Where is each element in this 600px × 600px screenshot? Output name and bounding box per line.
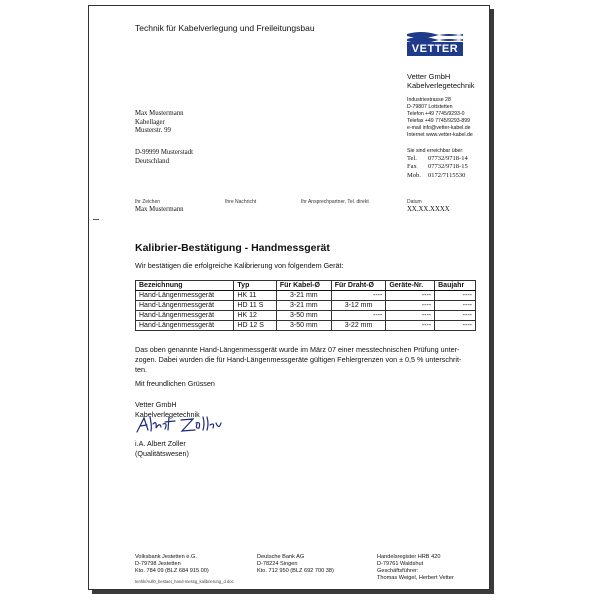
contact-street: Industriestrasse 28 [407,97,451,103]
table-row [136,301,476,311]
contact-website: Internet www.vetter-kabel.de [407,132,473,138]
letter-closing: Mit freundlichen Grüssen [135,379,215,388]
cell-bezeichnung: Hand-Längenmessgerät [136,321,234,331]
cell-geraete-nr: ---- [386,291,435,301]
footer-bank-1-name: Volksbank Jestetten e.G. [135,554,197,560]
fold-mark [93,219,99,220]
cell-draht: ---- [331,311,386,321]
col-header-typ: Typ [234,281,276,291]
cell-bezeichnung: Hand-Längenmessgerät [136,291,234,301]
contact-email: e-mail info@vetter-kabel.de [407,125,471,131]
footer-managers: Thomas Weigel, Herbert Vetter [377,575,454,581]
company-contact [407,97,473,139]
recipient-street: Musterstr. 99 [135,127,171,134]
cell-geraete-nr: ---- [386,311,435,321]
body-line-2: zogen. Dabei wurden die für Hand-Längenmessgeräte gültigen Fehlergrenzen von ± 0,5 % unterschrit- [135,355,462,364]
cell-geraete-nr: ---- [386,301,435,311]
ref-contact-label: Ihr Ansprechpartner, Tel. direkt [301,199,369,205]
cell-kabel: 3-21 mm [276,301,331,311]
contact-phone: Telefon +49 7745/9293-0 [407,111,465,117]
cell-kabel: 3-21 mm [276,291,331,301]
ref-your-sign-label: Ihr Zeichen [135,199,161,205]
cell-baujahr: ---- [435,311,476,321]
table-row [136,311,476,321]
cell-baujahr: ---- [435,321,476,331]
signer-role: (Qualitätswesen) [135,448,189,458]
recipient-address [135,110,184,136]
recipient-company: Kabellager [135,118,165,126]
footer-registry-city: D-79761 Waldshut [377,561,424,567]
footer-bank-2-account: Kto. 712 950 (BLZ 692 700 38) [257,568,334,574]
cell-draht: 3-22 mm [331,321,386,331]
table-header-row [136,281,476,291]
col-header-kabel: Für Kabel-Ø [276,281,331,291]
reach-tel-label: Tel. [407,155,417,163]
cell-typ: HK 11 [234,291,276,301]
footer-registry [377,554,454,582]
cell-bezeichnung: Hand-Längenmessgerät [136,311,234,321]
cell-draht: ---- [331,291,386,301]
vetter-logo [407,30,463,56]
reachability-block [407,147,468,180]
document-filepath: tenhk/Aull0_bestaet_hand-messg_kalibrierung_d.doc [135,579,234,584]
col-header-baujahr: Baujahr [435,281,476,291]
signer-name-block [135,439,189,458]
reach-tel-value: 07732/9718-14 [428,155,468,163]
company-name: Vetter GmbH [407,72,451,81]
table-row [136,321,476,331]
cell-baujahr: ---- [435,291,476,301]
ref-date-value: XX.XX.XXXX [407,206,450,213]
cell-typ: HD 12 S [234,321,276,331]
cell-draht: 3-12 mm [331,301,386,311]
recipient-city-block [135,149,193,166]
footer-bank-2-city: D-78224 Singen [257,561,298,567]
footer-bank-1-account: Kto. 784 09 (BLZ 684 915 00) [135,568,209,574]
footer-bank-2 [257,554,334,575]
col-header-bezeichnung: Bezeichnung [136,281,234,291]
footer-bank-1-city: D-79798 Jestetten [135,561,181,567]
company-name-block [407,72,475,90]
handwritten-signature [135,414,225,436]
signer-company: Vetter GmbH [135,400,177,409]
company-tagline: Technik für Kabelverlegung und Freileitungsbau [135,23,315,33]
cell-bezeichnung: Hand-Längenmessgerät [136,301,234,311]
letter-intro: Wir bestätigen die erfolgreiche Kalibrierung von folgendem Gerät: [135,261,344,270]
reach-intro: Sie sind erreichbar über: [407,148,464,154]
signer-name: i.A. Albert Zoller [135,439,186,448]
device-table [135,280,476,331]
cell-typ: HD 11 S [234,301,276,311]
reach-mob [407,172,468,180]
col-header-geraete-nr: Geräte-Nr. [386,281,435,291]
cell-typ: HK 12 [234,311,276,321]
letter-title: Kalibrier-Bestätigung - Handmessgerät [135,242,330,254]
reach-tel [407,155,468,163]
reach-mob-value: 0172/7115530 [428,171,466,179]
cell-kabel: 3-50 mm [276,321,331,331]
reach-fax [407,163,468,171]
col-header-draht: Für Draht-Ø [331,281,386,291]
contact-fax: Telefax +49 7745/9293-899 [407,118,471,124]
cell-kabel: 3-50 mm [276,311,331,321]
ref-date-label: Datum [407,199,422,205]
footer-registry-number: Handelsregister HRB 420 [377,554,441,560]
footer-managers-label: Geschäftsführer: [377,568,419,574]
footer-bank-1 [135,554,209,575]
body-line-3: ten. [135,365,147,374]
reach-mob-label: Mob. [407,171,421,179]
ref-your-message-label: Ihre Nachricht [225,199,257,205]
cell-geraete-nr: ---- [386,321,435,331]
recipient-name: Max Mustermann [135,110,184,117]
letter-body [135,345,480,375]
body-line-1: Das oben genannte Hand-Längenmessgerät wurde im März 07 einer messtechnischen Prüfung unter- [135,345,460,354]
reach-fax-label: Fax [407,163,417,171]
recipient-city: D-99999 Musterstadt [135,149,193,156]
logo-waves-icon [407,30,463,42]
ref-your-sign-value: Max Mustermann [135,206,184,213]
cell-baujahr: ---- [435,301,476,311]
signer-department: Kabelverlegetechnik [135,409,200,419]
table-row [136,291,476,301]
logo-wordmark: VETTER [407,42,463,56]
footer-bank-2-name: Deutsche Bank AG [257,554,305,560]
contact-city: D-79807 Lottstetten [407,104,453,110]
reach-fax-value: 07732/9718-15 [428,163,468,171]
letter-page [88,5,490,590]
recipient-country: Deutschland [135,157,169,165]
company-subtitle: Kabelverlegetechnik [407,81,475,90]
